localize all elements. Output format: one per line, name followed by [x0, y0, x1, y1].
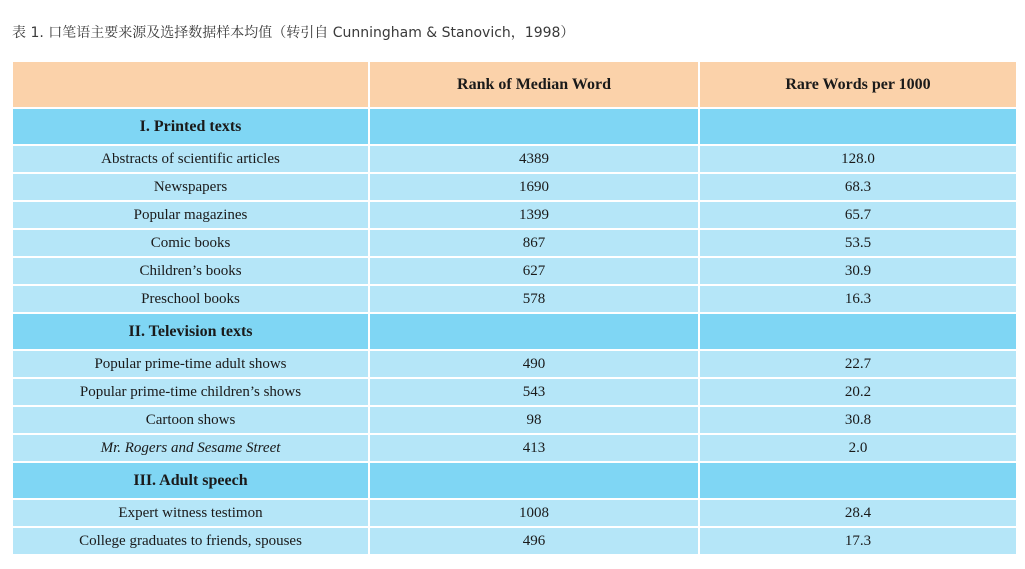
data-table: [11, 60, 1018, 556]
row-rank: 1399: [369, 201, 699, 229]
row-rank: 496: [369, 527, 699, 555]
row-rank: 1008: [369, 499, 699, 527]
row-rank: 627: [369, 257, 699, 285]
table-row: [12, 145, 1017, 173]
column-header-rank: Rank of Median Word: [369, 61, 699, 108]
section-header-row: [12, 462, 1017, 499]
row-rare: 2.0: [699, 434, 1017, 462]
row-rare: 128.0: [699, 145, 1017, 173]
row-rare: 22.7: [699, 350, 1017, 378]
section-empty-cell: [369, 313, 699, 350]
row-rare: 28.4: [699, 499, 1017, 527]
row-rare: 30.8: [699, 406, 1017, 434]
row-label: College graduates to friends, spouses: [12, 527, 369, 555]
row-label: Children’s books: [12, 257, 369, 285]
section-title: III. Adult speech: [12, 462, 369, 499]
row-rank: 867: [369, 229, 699, 257]
table-row: [12, 434, 1017, 462]
table-caption: 表 1. 口笔语主要来源及选择数据样本均值（转引自 Cunningham & Stanovich，1998）: [12, 25, 575, 41]
row-rare: 53.5: [699, 229, 1017, 257]
row-rare: 65.7: [699, 201, 1017, 229]
table-header-row: [12, 61, 1017, 108]
row-rank: 490: [369, 350, 699, 378]
section-empty-cell: [699, 108, 1017, 145]
row-label: Newspapers: [12, 173, 369, 201]
section-title: II. Television texts: [12, 313, 369, 350]
row-rare: 30.9: [699, 257, 1017, 285]
table-row: [12, 257, 1017, 285]
column-header-source: [12, 61, 369, 108]
row-label: Cartoon shows: [12, 406, 369, 434]
table-row: [12, 406, 1017, 434]
table-row: [12, 378, 1017, 406]
row-label: Mr. Rogers and Sesame Street: [12, 434, 369, 462]
row-rare: 17.3: [699, 527, 1017, 555]
row-label: Popular prime-time children’s shows: [12, 378, 369, 406]
row-rank: 578: [369, 285, 699, 313]
row-label: Expert witness testimon: [12, 499, 369, 527]
section-title: I. Printed texts: [12, 108, 369, 145]
row-label: Comic books: [12, 229, 369, 257]
section-header-row: [12, 108, 1017, 145]
table-row: [12, 285, 1017, 313]
section-empty-cell: [369, 108, 699, 145]
row-label: Preschool books: [12, 285, 369, 313]
table-row: [12, 173, 1017, 201]
row-rare: 68.3: [699, 173, 1017, 201]
table-row: [12, 350, 1017, 378]
row-rank: 413: [369, 434, 699, 462]
row-rare: 20.2: [699, 378, 1017, 406]
row-label: Abstracts of scientific articles: [12, 145, 369, 173]
row-rank: 543: [369, 378, 699, 406]
section-empty-cell: [699, 313, 1017, 350]
table-row: [12, 229, 1017, 257]
section-empty-cell: [699, 462, 1017, 499]
table-row: [12, 499, 1017, 527]
row-rank: 98: [369, 406, 699, 434]
table-row: [12, 527, 1017, 555]
row-rare: 16.3: [699, 285, 1017, 313]
table-row: [12, 201, 1017, 229]
row-label: Popular magazines: [12, 201, 369, 229]
column-header-rare-words: Rare Words per 1000: [699, 61, 1017, 108]
section-empty-cell: [369, 462, 699, 499]
row-label: Popular prime-time adult shows: [12, 350, 369, 378]
row-rank: 4389: [369, 145, 699, 173]
section-header-row: [12, 313, 1017, 350]
row-rank: 1690: [369, 173, 699, 201]
